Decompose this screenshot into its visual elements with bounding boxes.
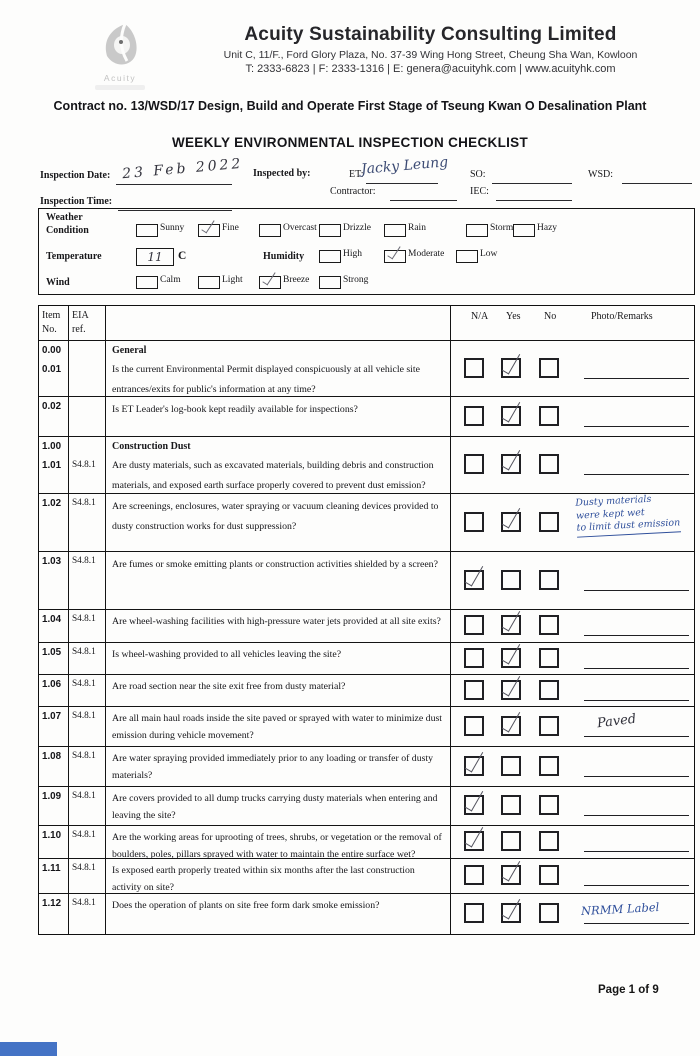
checkbox-no[interactable] (539, 512, 559, 532)
question-text: Does the operation of plants on site free form dark smoke emission? (112, 900, 380, 911)
checkbox-no[interactable] (539, 570, 559, 590)
header-na: N/A (471, 311, 489, 322)
table-row (39, 787, 694, 826)
question-cell (106, 747, 451, 786)
question-text: Are covers provided to all dump trucks carrying dusty materials when entering and leaving the site? (112, 793, 438, 821)
remarks-line[interactable] (584, 736, 689, 737)
checkbox-no[interactable] (539, 615, 559, 635)
question-text: Are screenings, enclosures, water spraying or vacuum cleaning devices provided to dusty construction works for dust suppression? (112, 501, 439, 532)
question-text: Are dusty materials, such as excavated materials, building debris and construction materials, and exposed earth surface properly covered to prevent dust emission? (112, 460, 434, 491)
checkbox-yes[interactable] (501, 831, 521, 851)
answer-cell (451, 552, 694, 609)
condition-label-storm: Storm (490, 223, 514, 233)
question-cell (106, 707, 451, 746)
checkbox-yes[interactable] (501, 512, 521, 532)
checkbox-na[interactable] (464, 716, 484, 736)
table-row (39, 894, 694, 934)
question-cell (106, 787, 451, 825)
wind-checkbox-calm[interactable] (136, 276, 158, 289)
answer-cell (451, 494, 694, 551)
remarks-line[interactable] (584, 815, 689, 816)
checkbox-yes[interactable] (501, 454, 521, 474)
checkbox-no[interactable] (539, 756, 559, 776)
checkbox-no[interactable] (539, 865, 559, 885)
inspection-time-label: Inspection Time: (40, 196, 113, 207)
question-text: Is wheel-washing provided to all vehicles leaving the site? (112, 649, 342, 660)
question-cell (106, 552, 451, 609)
table-row (39, 610, 694, 643)
humidity-label: Humidity (263, 251, 305, 262)
item-no: 1.08 (42, 751, 62, 762)
temperature-label: Temperature (46, 251, 102, 262)
table-row (39, 341, 694, 397)
et-label: ET: (349, 169, 364, 180)
checkbox-no[interactable] (539, 454, 559, 474)
logo-leaf-icon (97, 22, 143, 72)
item-no-cell (39, 552, 69, 609)
checkbox-na[interactable] (464, 512, 484, 532)
item-no: 0.02 (42, 401, 62, 412)
checkbox-no[interactable] (539, 680, 559, 700)
remarks-line[interactable] (584, 700, 689, 701)
checkbox-yes[interactable] (501, 795, 521, 815)
checkbox-yes[interactable] (501, 615, 521, 635)
checkbox-yes[interactable] (501, 865, 521, 885)
et-name-value: Jacky Leung (360, 154, 449, 178)
iec-label: IEC: (470, 186, 489, 197)
item-no-cell (39, 675, 69, 706)
temperature-input-box[interactable] (136, 248, 174, 266)
remarks-line[interactable] (584, 923, 689, 924)
logo-wordmark: Acuity (103, 73, 137, 83)
checkbox-no[interactable] (539, 358, 559, 378)
humidity-label-moderate: Moderate (408, 249, 445, 259)
eia-ref-cell (69, 675, 106, 706)
eia-ref-cell (69, 859, 106, 893)
checkbox-no[interactable] (539, 406, 559, 426)
table-row (39, 397, 694, 437)
table-row (39, 826, 694, 859)
inspection-date-value: 23 Feb 2022 (121, 155, 245, 183)
page-number: Page 1 of 9 (598, 984, 659, 996)
inspection-date-label: Inspection Date: (40, 170, 111, 181)
item-no: 1.05 (42, 647, 62, 658)
header-photo-remarks: Photo/Remarks (591, 311, 653, 322)
table-row (39, 707, 694, 747)
condition-checkbox-sunny[interactable] (136, 224, 158, 237)
question-cell (106, 397, 451, 436)
condition-checkbox-rain[interactable] (384, 224, 406, 237)
answer-cell (451, 859, 694, 893)
wind-checkbox-strong[interactable] (319, 276, 341, 289)
item-no-cell (39, 437, 69, 493)
checkbox-yes[interactable] (501, 903, 521, 923)
item-no: 0.01 (42, 364, 62, 375)
item-no-cell (39, 747, 69, 786)
table-row (39, 437, 694, 494)
item-no: 1.06 (42, 679, 62, 690)
eia-ref-cell (69, 494, 106, 551)
checkbox-yes[interactable] (501, 680, 521, 700)
answer-cell (451, 437, 694, 493)
item-no: 1.10 (42, 830, 62, 841)
question-cell (106, 341, 451, 396)
weather-title: Weather (46, 212, 83, 223)
so-label: SO: (470, 169, 486, 180)
checkbox-yes[interactable] (501, 716, 521, 736)
remarks-line[interactable] (584, 885, 689, 886)
checkbox-na[interactable] (464, 570, 484, 590)
wind-label-strong: Strong (343, 275, 369, 285)
document-title: WEEKLY ENVIRONMENTAL INSPECTION CHECKLIST (171, 135, 529, 150)
checkbox-yes[interactable] (501, 358, 521, 378)
item-no-cell (39, 494, 69, 551)
eia-ref-cell (69, 610, 106, 642)
item-no-cell (39, 826, 69, 858)
eia-ref-cell (69, 826, 106, 858)
remarks-line[interactable] (584, 635, 689, 636)
question-text: Are water spraying provided immediately prior to any loading or transfer of dusty materials? (112, 753, 434, 781)
wsd-line[interactable] (622, 183, 692, 184)
bottom-accent-bar (0, 1042, 57, 1056)
table-row (39, 552, 694, 610)
inspection-date-line[interactable] (116, 184, 232, 185)
eia-ref-cell (69, 894, 106, 934)
answer-cell (451, 643, 694, 674)
eia-ref: S4.8.1 (72, 791, 96, 801)
table-row (39, 494, 694, 552)
item-no-cell (39, 787, 69, 825)
item-no: 1.03 (42, 556, 62, 567)
wind-checkbox-light[interactable] (198, 276, 220, 289)
remarks-line[interactable] (584, 378, 689, 379)
item-no: 1.01 (42, 460, 62, 471)
item-no-cell (39, 643, 69, 674)
answer-cell (451, 397, 694, 436)
table-header-row (39, 306, 694, 341)
temperature-unit: C (178, 250, 187, 262)
eia-ref-cell (69, 437, 106, 493)
eia-ref: S4.8.1 (72, 751, 96, 761)
iec-line[interactable] (496, 200, 572, 201)
header-no: No (544, 311, 557, 322)
eia-ref-cell (69, 707, 106, 746)
remarks-line[interactable] (584, 426, 689, 427)
question-text: Are road section near the site exit free from dusty material? (112, 681, 346, 692)
table-row (39, 643, 694, 675)
eia-ref-cell (69, 341, 106, 396)
remarks-line[interactable] (584, 474, 689, 475)
header-item: Item (42, 310, 61, 321)
item-no-cell (39, 859, 69, 893)
eia-ref-cell (69, 552, 106, 609)
checkbox-na[interactable] (464, 903, 484, 923)
question-text: Are the working areas for uprooting of trees, shrubs, or vegetation or the removal of boulders, poles, pillars sprayed with water to maintain the entire surface wet? (112, 832, 442, 860)
condition-label-hazy: Hazy (537, 223, 558, 233)
question-cell (106, 894, 451, 934)
item-no: 1.04 (42, 614, 62, 625)
condition-checkbox-hazy[interactable] (513, 224, 535, 237)
checkbox-no[interactable] (539, 903, 559, 923)
condition-checkbox-fine[interactable] (198, 224, 220, 237)
answer-cell (451, 826, 694, 858)
company-address: Unit C, 11/F., Ford Glory Plaza, No. 37-39 Wing Hong Street, Cheung Sha Wan, Kowloon (223, 49, 638, 61)
eia-ref-cell (69, 747, 106, 786)
inspected-by-label: Inspected by: (253, 168, 311, 179)
checkbox-na[interactable] (464, 680, 484, 700)
remarks-line[interactable] (584, 776, 689, 777)
eia-ref: S4.8.1 (72, 460, 96, 470)
checkbox-no[interactable] (539, 831, 559, 851)
question-cell (106, 675, 451, 706)
question-cell (106, 610, 451, 642)
remarks-line[interactable] (584, 590, 689, 591)
item-no-cell (39, 397, 69, 436)
company-header (178, 24, 683, 75)
answer-cell (451, 894, 694, 934)
checkbox-na[interactable] (464, 454, 484, 474)
weather-section (38, 208, 695, 295)
answer-cell (451, 747, 694, 786)
et-line[interactable] (366, 183, 438, 184)
contract-line: Contract no. 13/WSD/17 Design, Build and Operate First Stage of Tseung Kwan O Desalination Plant (53, 99, 647, 113)
checkbox-na[interactable] (464, 756, 484, 776)
handwritten-remark: NRMM Label (580, 899, 660, 919)
checkbox-no[interactable] (539, 795, 559, 815)
checklist-table-body (39, 341, 694, 934)
item-no: 0.00 (42, 345, 62, 356)
condition-label-fine: Fine (222, 223, 239, 233)
company-logo (78, 22, 162, 90)
section-heading: General (112, 345, 147, 356)
remarks-line[interactable] (584, 851, 689, 852)
condition-checkbox-storm[interactable] (466, 224, 488, 237)
company-name: Acuity Sustainability Consulting Limited (244, 24, 617, 45)
checkbox-yes[interactable] (501, 648, 521, 668)
answer-cell (451, 675, 694, 706)
item-no-cell (39, 610, 69, 642)
question-text: Are all main haul roads inside the site paved or sprayed with water to minimize dust emission during vehicle movement? (112, 713, 443, 741)
humidity-checkbox-moderate[interactable] (384, 250, 406, 263)
condition-checkbox-drizzle[interactable] (319, 224, 341, 237)
question-cell (106, 643, 451, 674)
checkbox-na[interactable] (464, 795, 484, 815)
answer-cell (451, 787, 694, 825)
wind-label-calm: Calm (160, 275, 181, 285)
question-text: Is exposed earth properly treated within six months after the last construction activity on site? (112, 865, 415, 893)
question-cell (106, 826, 451, 858)
question-text: Are wheel-washing facilities with high-pressure water jets provided at all site exits? (112, 616, 441, 627)
humidity-label-low: Low (480, 249, 498, 259)
question-text: Is the current Environmental Permit displayed conspicuously at all vehicle site entrances/exits for public's information at any time? (112, 364, 420, 395)
item-no: 1.00 (42, 441, 62, 452)
item-no-cell (39, 707, 69, 746)
item-no: 1.02 (42, 498, 62, 509)
eia-ref-cell (69, 643, 106, 674)
eia-ref-cell (69, 787, 106, 825)
item-no-cell (39, 341, 69, 396)
humidity-checkbox-low[interactable] (456, 250, 478, 263)
condition-label-drizzle: Drizzle (343, 223, 371, 233)
so-line[interactable] (492, 183, 572, 184)
table-row (39, 675, 694, 707)
header-eia-ref: EIA ref. (69, 306, 106, 340)
checkbox-na[interactable] (464, 406, 484, 426)
checkbox-yes[interactable] (501, 406, 521, 426)
wind-label-breeze: Breeze (283, 275, 310, 285)
humidity-label-high: High (343, 249, 362, 259)
eia-ref: S4.8.1 (72, 711, 96, 721)
contractor-line[interactable] (390, 200, 457, 201)
checkbox-na[interactable] (464, 358, 484, 378)
inspection-meta (0, 154, 700, 212)
eia-ref: S4.8.1 (72, 863, 96, 873)
question-cell (106, 494, 451, 551)
table-row (39, 859, 694, 894)
wind-label: Wind (46, 277, 70, 288)
eia-ref: S4.8.1 (72, 498, 96, 508)
header-yes: Yes (506, 311, 521, 322)
eia-ref: S4.8.1 (72, 647, 96, 657)
item-no: 1.11 (42, 863, 61, 874)
contractor-label: Contractor: (330, 186, 376, 197)
item-no: 1.12 (42, 898, 62, 909)
header-item-no: No. (42, 324, 57, 335)
inspection-table (38, 305, 695, 935)
item-no: 1.09 (42, 791, 62, 802)
humidity-checkbox-high[interactable] (319, 250, 341, 263)
item-no: 1.07 (42, 711, 62, 722)
company-contact: T: 2333-6823 | F: 2333-1316 | E: genera@acuityhk.com | www.acuityhk.com (245, 63, 616, 75)
eia-ref: S4.8.1 (72, 679, 96, 689)
wind-checkbox-breeze[interactable] (259, 276, 281, 289)
eia-ref-cell (69, 397, 106, 436)
condition-label-sunny: Sunny (160, 223, 185, 233)
checkbox-yes[interactable] (501, 570, 521, 590)
checkbox-na[interactable] (464, 615, 484, 635)
checkbox-no[interactable] (539, 716, 559, 736)
eia-ref: S4.8.1 (72, 830, 96, 840)
remarks-line[interactable] (584, 668, 689, 669)
item-no-cell (39, 894, 69, 934)
eia-ref: S4.8.1 (72, 614, 96, 624)
wsd-label: WSD: (588, 169, 613, 180)
condition-label-rain: Rain (408, 223, 426, 233)
condition-label-overcast: Overcast (283, 223, 317, 233)
answer-cell (451, 707, 694, 746)
eia-ref: S4.8.1 (72, 556, 96, 566)
temperature-value: 11 (147, 250, 163, 264)
condition-label: Condition (46, 225, 89, 236)
table-row (39, 747, 694, 787)
checkbox-yes[interactable] (501, 756, 521, 776)
checkbox-na[interactable] (464, 648, 484, 668)
checkbox-na[interactable] (464, 865, 484, 885)
question-text: Is ET Leader's log-book kept readily available for inspections? (112, 404, 358, 415)
checkbox-no[interactable] (539, 648, 559, 668)
handwritten-remark: Dusty materials were kept wet to limit dust emission (575, 492, 681, 537)
section-heading: Construction Dust (112, 441, 191, 452)
logo-tagline-smudge (95, 85, 145, 90)
eia-ref: S4.8.1 (72, 898, 96, 908)
question-cell (106, 859, 451, 893)
handwritten-remark: Paved (596, 711, 638, 732)
answer-cell (451, 610, 694, 642)
condition-checkbox-overcast[interactable] (259, 224, 281, 237)
question-text: Are fumes or smoke emitting plants or construction activities shielded by a screen? (112, 559, 438, 570)
question-cell (106, 437, 451, 493)
answer-cell (451, 341, 694, 396)
wind-label-light: Light (222, 275, 243, 285)
checkbox-na[interactable] (464, 831, 484, 851)
